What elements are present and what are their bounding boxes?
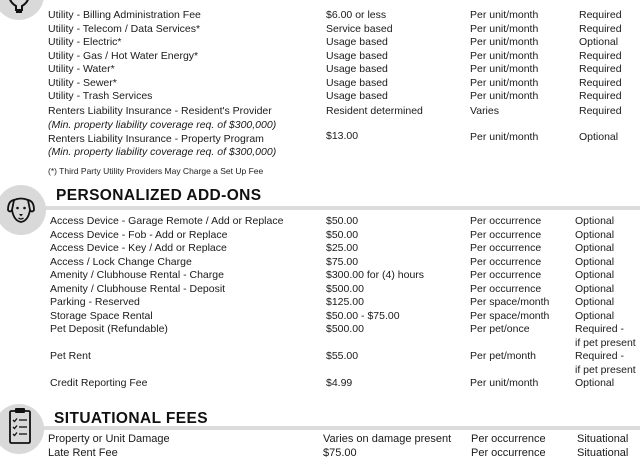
- fee-status: Optional: [575, 269, 615, 281]
- fee-amount: Usage based: [326, 49, 388, 62]
- fee-status: Situational: [577, 433, 629, 445]
- table-row-note: [0, 145, 640, 159]
- fee-frequency: Varies: [470, 105, 499, 117]
- table-row-note: [0, 118, 640, 132]
- fee-status: Required -: [575, 323, 625, 335]
- fee-frequency: Per unit/month: [470, 22, 539, 35]
- fee-amount: $50.00: [326, 228, 359, 241]
- fee-amount: $75.00: [323, 447, 357, 459]
- fee-name: Pet Rent: [50, 350, 91, 362]
- table-row: [0, 35, 640, 49]
- fee-name: Access / Lock Change Charge: [50, 255, 192, 268]
- table-row: [0, 446, 640, 460]
- fee-name: Pet Deposit (Refundable): [50, 323, 168, 335]
- fee-frequency: Per unit/month: [470, 63, 539, 75]
- fee-frequency: Per occurrence: [471, 433, 546, 445]
- table-row: [0, 432, 640, 446]
- table-row-note: [0, 363, 640, 377]
- section-title-situational: SITUATIONAL FEES: [54, 410, 208, 427]
- fee-status: Optional: [575, 215, 615, 227]
- fee-name: Utility - Billing Administration Fee: [48, 9, 201, 21]
- fee-name: Renters Liability Insurance - Property Program: [48, 132, 264, 145]
- fee-amount: $50.00: [326, 215, 359, 227]
- fee-status: Required: [579, 63, 622, 75]
- fee-status: Required: [579, 22, 622, 35]
- fee-amount: $125.00: [326, 296, 364, 308]
- fee-name: Utility - Trash Services: [48, 90, 153, 102]
- fee-status: Required: [579, 90, 622, 102]
- fee-name: Utility - Sewer*: [48, 76, 117, 89]
- fee-status: Situational: [577, 447, 629, 459]
- fee-amount: $55.00: [326, 350, 359, 362]
- fee-status: Optional: [575, 228, 615, 241]
- fee-name: Late Rent Fee: [48, 447, 118, 459]
- fee-frequency: Per occurrence: [470, 215, 542, 227]
- fee-frequency: Per occurrence: [471, 447, 546, 459]
- fee-name: Amenity / Clubhouse Rental - Charge: [50, 269, 224, 281]
- fee-status: Required: [579, 49, 622, 62]
- table-row: [0, 268, 640, 282]
- fee-frequency: Per space/month: [470, 296, 550, 308]
- table-row: [0, 282, 640, 296]
- fee-amount: Service based: [326, 22, 393, 35]
- fee-note: (Min. property liability coverage req. of $300,000): [48, 119, 277, 131]
- fee-status: Optional: [575, 242, 615, 254]
- fee-name: Access Device - Fob - Add or Replace: [50, 228, 228, 241]
- table-row: [0, 76, 640, 90]
- fee-status-note: if pet present: [575, 336, 636, 349]
- fee-status: Required: [579, 76, 622, 89]
- footnote: (*) Third Party Utility Providers May Charge a Set Up Fee: [48, 166, 264, 176]
- fee-name: Credit Reporting Fee: [50, 377, 148, 389]
- table-row: [0, 49, 640, 63]
- table-row: [0, 241, 640, 255]
- fee-status: Optional: [575, 255, 615, 268]
- fee-amount: $75.00: [326, 255, 359, 268]
- fee-amount: Resident determined: [326, 105, 423, 117]
- fee-frequency: Per unit/month: [470, 9, 539, 21]
- fee-name: Utility - Electric*: [48, 36, 122, 48]
- fee-status: Optional: [575, 282, 615, 295]
- fee-frequency: Per unit/month: [470, 130, 539, 143]
- table-row: [0, 295, 640, 309]
- table-row: [0, 22, 640, 36]
- fee-name: Parking - Reserved: [50, 296, 140, 308]
- fee-status: Optional: [575, 296, 615, 308]
- table-row: [0, 129, 640, 146]
- fee-status: Required -: [575, 350, 625, 362]
- table-row: [0, 349, 640, 363]
- table-row-note: [0, 336, 640, 350]
- fee-frequency: Per unit/month: [470, 49, 539, 62]
- table-row: [0, 322, 640, 336]
- fee-frequency: Per space/month: [470, 309, 550, 322]
- table-row: [0, 8, 640, 22]
- table-row: [0, 104, 640, 118]
- fee-name: Amenity / Clubhouse Rental - Deposit: [50, 282, 226, 295]
- table-row: [0, 214, 640, 228]
- fee-frequency: Per occurrence: [470, 228, 542, 241]
- fee-frequency: Per pet/month: [470, 350, 536, 362]
- fee-status: Required: [579, 105, 622, 117]
- fee-frequency: Per occurrence: [470, 282, 542, 295]
- table-row: [0, 255, 640, 269]
- table-row: [0, 376, 640, 390]
- fee-amount: $6.00 or less: [326, 9, 387, 21]
- fee-name: Storage Space Rental: [50, 309, 153, 322]
- fee-name: Utility - Gas / Hot Water Energy*: [48, 49, 199, 62]
- fee-status: Required: [579, 9, 622, 21]
- fee-name: Utility - Telecom / Data Services*: [48, 22, 201, 35]
- fee-name: Utility - Water*: [48, 63, 115, 75]
- fee-frequency: Per unit/month: [470, 76, 539, 89]
- table-row: [0, 309, 640, 323]
- fee-amount: $500.00: [326, 282, 364, 295]
- table-row: [0, 228, 640, 242]
- fee-amount: Usage based: [326, 76, 388, 89]
- fee-status: Optional: [579, 36, 619, 48]
- fee-frequency: Per occurrence: [470, 269, 542, 281]
- fee-name: Access Device - Key / Add or Replace: [50, 242, 227, 254]
- fee-amount: $4.99: [326, 377, 353, 389]
- fee-name: Renters Liability Insurance - Resident's Provider: [48, 105, 272, 117]
- table-row: [0, 89, 640, 103]
- fee-note: (Min. property liability coverage req. of $300,000): [48, 146, 277, 158]
- section-title-addons: PERSONALIZED ADD-ONS: [56, 187, 262, 204]
- fee-frequency: Per unit/month: [470, 36, 539, 48]
- fee-name: Property or Unit Damage: [48, 433, 170, 445]
- fee-frequency: Per pet/once: [470, 323, 530, 335]
- fee-amount: $25.00: [326, 242, 359, 254]
- fee-amount: $300.00 for (4) hours: [326, 269, 425, 281]
- fee-status: Optional: [575, 309, 615, 322]
- section-divider: [0, 206, 640, 210]
- fee-amount: Usage based: [326, 63, 388, 75]
- fee-amount: $500.00: [326, 323, 364, 335]
- table-row: [0, 62, 640, 76]
- fee-frequency: Per occurrence: [470, 255, 542, 268]
- fee-amount: Usage based: [326, 90, 388, 102]
- fee-frequency: Per unit/month: [470, 377, 539, 389]
- fee-status-note: if pet present: [575, 363, 636, 376]
- fee-status: Optional: [575, 377, 615, 389]
- fee-frequency: Per occurrence: [470, 242, 542, 254]
- fee-amount: $13.00: [326, 129, 359, 142]
- fee-amount: $50.00 - $75.00: [326, 309, 400, 322]
- fee-amount: Usage based: [326, 36, 388, 48]
- fee-status: Optional: [579, 130, 619, 143]
- fee-amount: Varies on damage present: [323, 433, 452, 445]
- fee-frequency: Per unit/month: [470, 90, 539, 102]
- fee-name: Access Device - Garage Remote / Add or Replace: [50, 215, 284, 227]
